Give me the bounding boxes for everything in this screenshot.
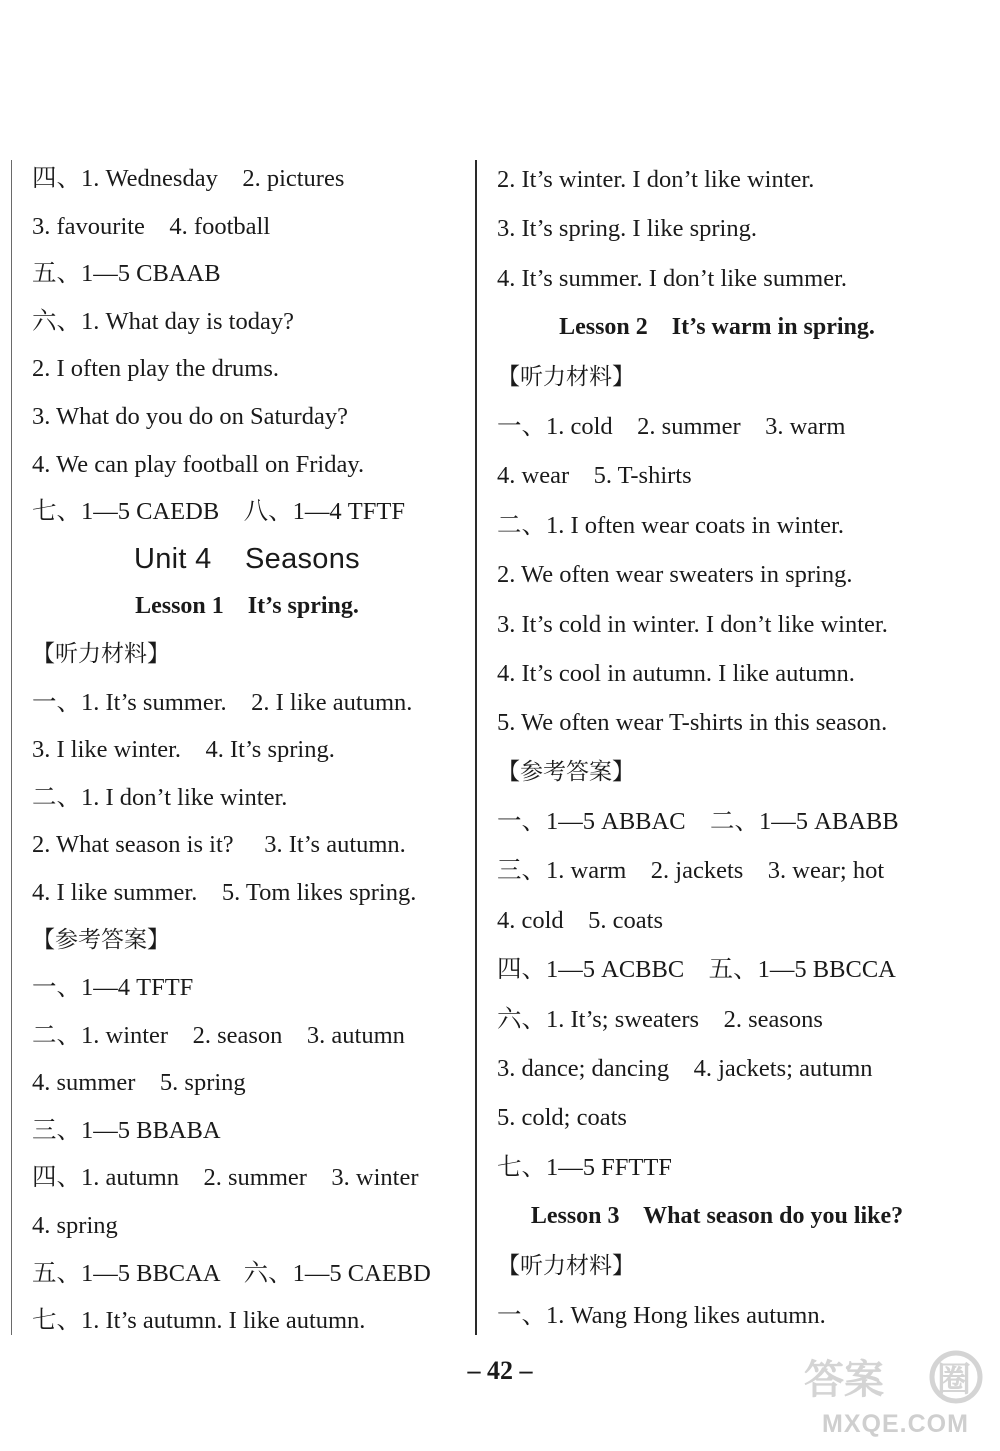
watermark bbox=[796, 1349, 986, 1439]
answer-line: 六、1. It’s; sweaters 2. seasons bbox=[497, 1005, 823, 1033]
svg-text:圈: 圈 bbox=[937, 1360, 971, 1400]
answer-line: 2. I often play the drums. bbox=[32, 355, 279, 383]
answer-line: 三、1—5 BBABA bbox=[32, 1116, 221, 1144]
answer-line: 七、1—5 CAEDB 八、1—4 TFTF bbox=[32, 498, 405, 526]
answer-line: 2. We often wear sweaters in spring. bbox=[497, 561, 853, 589]
section-heading: 【参考答案】 bbox=[497, 758, 635, 785]
lesson-title: Lesson 3 What season do you like? bbox=[530, 1203, 904, 1230]
answer-line: 五、1—5 BBCAA 六、1—5 CAEBD bbox=[32, 1259, 431, 1287]
answer-line: 3. What do you do on Saturday? bbox=[32, 402, 348, 430]
answer-line: 七、1. It’s autumn. I like autumn. bbox=[32, 1307, 366, 1335]
svg-text:答案: 答案 bbox=[804, 1357, 884, 1403]
page-number: – 42 – bbox=[467, 1356, 533, 1385]
answer-line: 2. What season is it? 3. It’s autumn. bbox=[32, 831, 406, 859]
answer-line: 四、1. autumn 2. summer 3. winter bbox=[32, 1164, 419, 1192]
left-column bbox=[32, 155, 462, 1345]
left-margin-rule bbox=[11, 160, 12, 1335]
answer-line: 二、1. I don’t like winter. bbox=[32, 783, 288, 811]
answer-line: 3. I like winter. 4. It’s spring. bbox=[32, 736, 335, 764]
answer-line: 一、1. cold 2. summer 3. warm bbox=[497, 412, 846, 440]
answer-line: 六、1. What day is today? bbox=[32, 307, 294, 335]
answer-line: 5. We often wear T-shirts in this season. bbox=[497, 709, 888, 737]
lesson-title: Lesson 2 It’s warm in spring. bbox=[559, 314, 875, 341]
section-heading: 【听力材料】 bbox=[497, 1252, 635, 1279]
answer-line: 4. I like summer. 5. Tom likes spring. bbox=[32, 878, 417, 906]
answer-line: 二、1. winter 2. season 3. autumn bbox=[32, 1021, 405, 1049]
answer-line: 4. It’s cool in autumn. I like autumn. bbox=[497, 659, 855, 687]
answer-line: 4. spring bbox=[32, 1212, 118, 1240]
answer-line: 4. wear 5. T-shirts bbox=[497, 462, 692, 490]
answer-line: 4. It’s summer. I don’t like summer. bbox=[497, 264, 848, 292]
lesson-title: Lesson 1 It’s spring. bbox=[135, 593, 359, 620]
section-heading: 【听力材料】 bbox=[32, 640, 170, 667]
answer-line: 一、1—5 ABBAC 二、1—5 ABABB bbox=[497, 808, 899, 836]
section-heading: 【参考答案】 bbox=[32, 926, 170, 953]
answer-line: 二、1. I often wear coats in winter. bbox=[497, 511, 844, 539]
answer-line: 七、1—5 FFTTF bbox=[497, 1153, 672, 1181]
column-divider bbox=[475, 160, 477, 1335]
answer-line: 一、1. It’s summer. 2. I like autumn. bbox=[32, 688, 413, 716]
answer-line: 4. summer 5. spring bbox=[32, 1069, 246, 1097]
section-heading: 【听力材料】 bbox=[497, 363, 635, 390]
answer-line: 3. dance; dancing 4. jackets; autumn bbox=[497, 1055, 873, 1083]
answer-line: 5. cold; coats bbox=[497, 1104, 627, 1132]
answer-line: 四、1. Wednesday 2. pictures bbox=[32, 165, 345, 192]
right-column bbox=[497, 155, 937, 1340]
answer-line: 4. We can play football on Friday. bbox=[32, 450, 365, 478]
answer-line: 3. favourite 4. football bbox=[32, 212, 271, 240]
answer-line: 4. cold 5. coats bbox=[497, 906, 664, 934]
answer-line: 3. It’s spring. I like spring. bbox=[497, 215, 757, 243]
answer-line: 一、1. Wang Hong likes autumn. bbox=[497, 1301, 826, 1329]
answer-line: 一、1—4 TFTF bbox=[32, 974, 194, 1002]
answer-line: 3. It’s cold in winter. I don’t like winter. bbox=[497, 610, 888, 638]
watermark-site: MXQE.COM bbox=[822, 1410, 969, 1438]
watermark-logo-icon bbox=[796, 1349, 986, 1405]
answer-line: 五、1—5 CBAAB bbox=[32, 260, 221, 288]
unit-title: Unit 4 Seasons bbox=[134, 542, 360, 575]
answer-line: 三、1. warm 2. jackets 3. wear; hot bbox=[497, 857, 885, 885]
answer-line: 2. It’s winter. I don’t like winter. bbox=[497, 166, 815, 193]
answer-line: 四、1—5 ACBBC 五、1—5 BBCCA bbox=[497, 956, 896, 984]
